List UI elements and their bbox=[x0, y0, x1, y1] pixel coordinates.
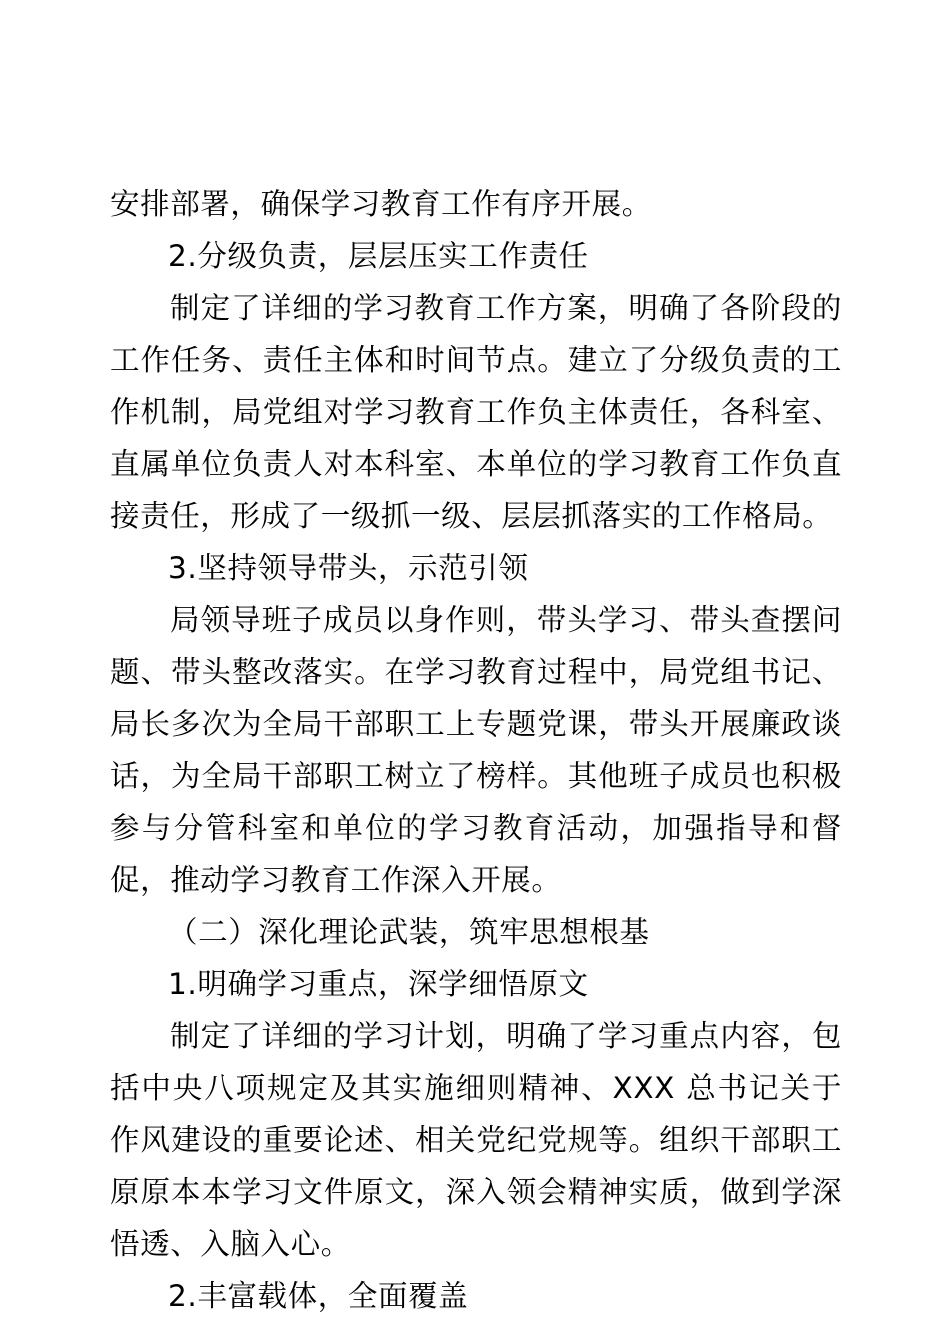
paragraph-1: 安排部署，确保学习教育工作有序开展。 bbox=[110, 187, 652, 221]
paragraph-7: 1.明确学习重点，深学细悟原文 bbox=[168, 967, 589, 1001]
paragraph-9: 2.丰富载体，全面覆盖 bbox=[168, 1279, 469, 1313]
paragraph-4: 3.坚持领导带头，示范引领 bbox=[168, 551, 529, 585]
paragraph-5: 局领导班子成员以身作则，带头学习、带头查摆问题、带头整改落实。在学习教育过程中，局党组书记、局长多次为全局干部职工上专题党课，带头开展廉政谈话，为全局干部职工树立了榜样。其他班子成员也积极参与分管科室和单位的学习教育活动，加强指导和督促，推动学习教育工作深入开展。 bbox=[110, 603, 842, 897]
paragraph-3: 制定了详细的学习教育工作方案，明确了各阶段的工作任务、责任主体和时间节点。建立了分级负责的工作机制，局党组对学习教育工作负主体责任，各科室、直属单位负责人对本科室、本单位的学习教育工作负直接责任，形成了一级抓一级、层层抓落实的工作格局。 bbox=[110, 291, 842, 533]
paragraph-8: 制定了详细的学习计划，明确了学习重点内容，包括中央八项规定及其实施细则精神、XXX 总书记关于作风建设的重要论述、相关党纪党规等。组织干部职工原原本本学习文件原文，深入领会精神实质，做到学深悟透、入脑入心。 bbox=[110, 1019, 842, 1261]
paragraph-6: （二）深化理论武装，筑牢思想根基 bbox=[168, 915, 650, 949]
paragraph-2: 2.分级负责，层层压实工作责任 bbox=[168, 239, 589, 273]
